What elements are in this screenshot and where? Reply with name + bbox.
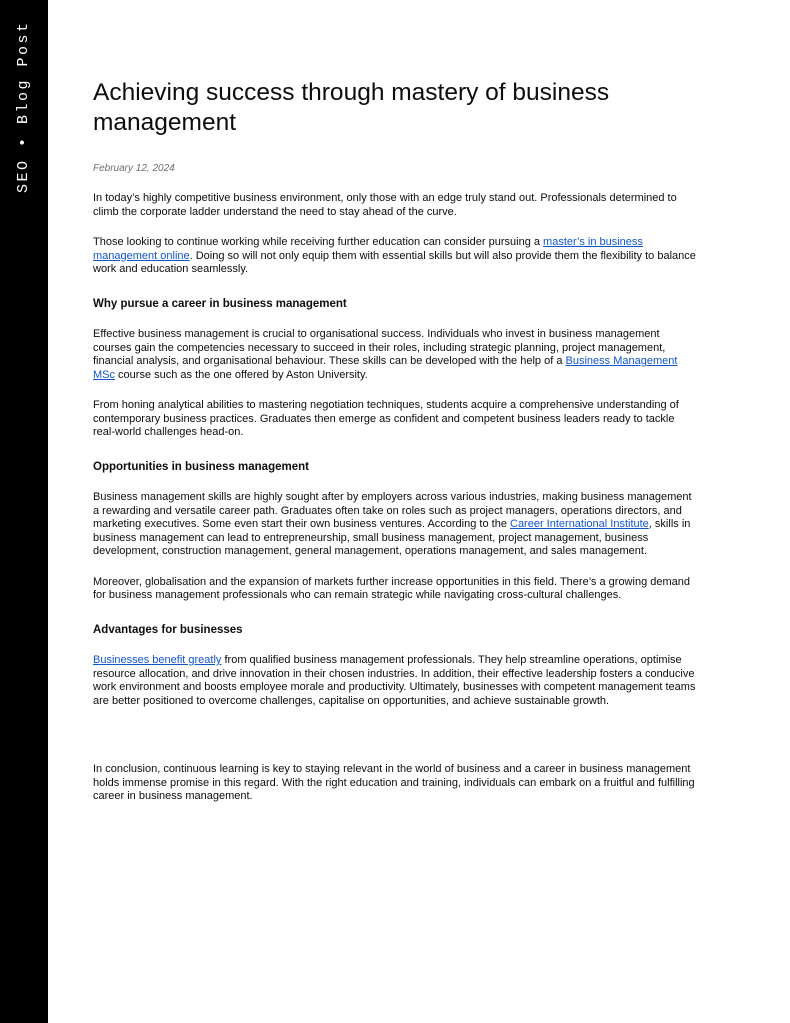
inline-link[interactable]: Career International Institute xyxy=(510,518,649,530)
inline-link[interactable]: master’s in business management online xyxy=(93,236,643,262)
body-paragraph: Business management skills are highly sought after by employers across various industries, making business management a rewarding and versatile career path. Graduates often take on roles such as project managers, operations directors, and marketing executives. Some even start their own business ventures. According to the Career International Institute, skills in business management can lead to entrepreneurship, small business management, project management, business development, construction management, general management, operations management, and sales management. xyxy=(93,491,692,557)
section-heading: Advantages for businesses xyxy=(93,623,243,636)
article-date: February 12, 2024 xyxy=(93,163,175,174)
body-paragraph: From honing analytical abilities to mastering negotiation techniques, students acquire a comprehensive understanding of contemporary business practices. Graduates then emerge as confident and competent business leaders ready to tackle real-world challenges head-on. xyxy=(93,399,679,438)
body-paragraph: Businesses benefit greatly from qualified business management professionals. They help streamline operations, optimise resource allocation, and drive innovation in their chosen industries. In addition, their effective leadership fosters a conducive work environment and boosts employee morale and productivity. Ultimately, businesses with competent management teams are better positioned to overcome challenges, capitalise on opportunities, and achieve sustainable growth. xyxy=(93,654,696,707)
section-heading: Why pursue a career in business management xyxy=(93,297,347,310)
article-body xyxy=(93,192,698,804)
body-paragraph: Moreover, globalisation and the expansion of markets further increase opportunities in this field. There’s a growing demand for business management professionals who can remain strategic while navigating cross-cultural challenges. xyxy=(93,575,690,601)
page-title: Achieving success through mastery of business management xyxy=(93,79,610,136)
sidebar xyxy=(0,0,48,1023)
sidebar-label: SEO • Blog Post xyxy=(15,20,32,193)
body-paragraph: Effective business management is crucial to organisational success. Individuals who invest in business management courses gain the competencies necessary to succeed in their roles, including strategic planning, project management, financial analysis, and organisational behaviour. These skills can be developed with the help of a Business Management MSc course such as the one offered by Aston University. xyxy=(93,328,678,381)
article-page xyxy=(48,0,790,1023)
section-heading: Opportunities in business management xyxy=(93,460,309,473)
body-paragraph: In today’s highly competitive business environment, only those with an edge truly stand out. Professionals determined to climb the corporate ladder understand the need to stay ahead of the curve. xyxy=(93,192,677,218)
body-paragraph: In conclusion, continuous learning is key to staying relevant in the world of business and a career in business management holds immense promise in this regard. With the right education and training, individuals can embark on a fruitful and fulfilling career in business management. xyxy=(93,763,695,802)
inline-link[interactable]: Businesses benefit greatly xyxy=(93,654,222,666)
body-paragraph: Those looking to continue working while receiving further education can consider pursuing a master’s in business management online. Doing so will not only equip them with essential skills but will also provide them the flexibility to balance work and education seamlessly. xyxy=(93,236,696,275)
inline-link[interactable]: Business Management MSc xyxy=(93,355,678,381)
